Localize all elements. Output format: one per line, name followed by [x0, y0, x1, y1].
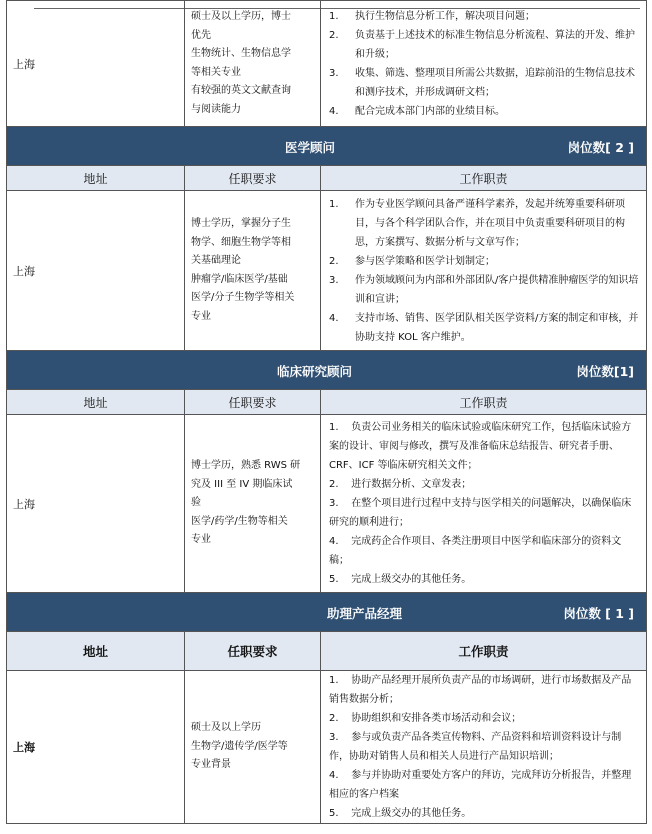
duty-item — [329, 494, 640, 532]
requirement-line: 物学、细胞生物学等相 — [191, 236, 291, 248]
requirement-line: 等相关专业 — [191, 66, 241, 78]
section-header-inner — [7, 127, 646, 165]
duties-cell — [321, 671, 647, 824]
duty-text: 作为领域顾问为内部和外部团队/客户提供精准肿瘤医学的知识培训和宣讲； — [355, 274, 639, 305]
job-table — [6, 0, 647, 824]
duty-number: 1. — [329, 10, 339, 22]
duty-text: 收集、筛选、整理项目所需公共数据，追踪前沿的生物信息技术和测序技术，并形成调研文档； — [355, 67, 635, 98]
column-header-requirements: 任职要求 — [185, 632, 321, 671]
column-header-duties: 工作职责 — [321, 632, 647, 671]
duty-text: 负责公司业务相关的临床试验或临床研究工作，包括临床试验方案的设计、审阅与修改，撰写及准备临床总结报告、研究者手册、CRF、ICF 等临床研究相关文件； — [329, 422, 632, 471]
duty-item — [329, 418, 640, 475]
duty-text: 参与医学策略和医学计划制定； — [355, 255, 495, 267]
duty-item — [329, 252, 640, 271]
duty-text: 配合完成本部门内部的业绩目标。 — [355, 105, 505, 117]
requirement-line: 专业 — [191, 310, 211, 322]
duty-text: 负责基于上述技术的标准生物信息分析流程、算法的开发、维护和升级； — [355, 29, 635, 60]
duty-item — [329, 709, 640, 728]
requirement-line: 专业 — [191, 534, 211, 546]
duty-number: 1. — [329, 675, 352, 686]
duty-number: 2. — [329, 713, 352, 724]
requirement-line: 关基础理论 — [191, 255, 241, 266]
requirements-cell — [185, 415, 321, 593]
duty-text: 在整个项目进行过程中支持与医学相关的问题解决，以确保临床研究的顺利进行； — [329, 498, 632, 528]
section-header-cell — [7, 593, 647, 632]
duty-item — [329, 7, 640, 26]
column-header-duties: 工作职责 — [321, 166, 647, 191]
section-header-inner — [7, 351, 646, 389]
requirement-line: 生物学/遗传学/医学等 — [191, 740, 288, 752]
duty-item — [329, 271, 640, 309]
requirements-cell — [185, 191, 321, 351]
duties-cell — [321, 415, 647, 593]
section-header-cell — [7, 351, 647, 390]
column-header-row — [7, 390, 647, 415]
section-header — [7, 351, 647, 390]
section-title: 助理产品经理 — [327, 606, 403, 621]
duty-number: 3. — [329, 732, 352, 743]
duty-text: 执行生物信息分析工作，解决项目问题； — [355, 10, 535, 22]
duty-item — [329, 64, 640, 102]
duty-item — [329, 671, 640, 709]
duty-text: 作为专业医学顾问具备严谨科学素养，发起并统筹重要科研项目，与各个科学团队合作，并在项目中负责重要科研项目的构思，方案撰写、数据分析与文章写作； — [355, 198, 625, 248]
duty-item — [329, 532, 640, 570]
duty-number: 1. — [329, 198, 339, 210]
duty-item — [329, 475, 640, 494]
column-header-row — [7, 632, 647, 671]
requirement-line: 有较强的英文文献查询 — [191, 85, 291, 96]
duty-item — [329, 804, 640, 823]
duty-text: 协助产品经理开展所负责产品的市场调研，进行市场数据及产品销售数据分析； — [329, 675, 632, 705]
column-header-row — [7, 166, 647, 191]
requirement-line: 博士学历，熟悉 RWS 研 — [191, 460, 301, 472]
duty-text: 进行数据分析、文章发表； — [351, 479, 472, 490]
duty-item — [329, 728, 640, 766]
location-cell: 上海 — [7, 671, 185, 824]
requirements-cell — [185, 1, 321, 127]
duty-text: 参与或负责产品各类宣传物料、产品资料和培训资料设计与制作，协助对销售人员和相关人员进行产品知识培训； — [329, 732, 622, 762]
duty-number: 2. — [329, 29, 339, 41]
requirement-line: 生物统计、生物信息学 — [191, 48, 291, 59]
column-header-duties: 工作职责 — [321, 390, 647, 415]
duty-number: 1. — [329, 422, 352, 433]
duty-number: 4. — [329, 105, 339, 117]
position-count: 岗位数[1] — [576, 364, 634, 379]
duties-cell — [321, 191, 647, 351]
duty-item — [329, 102, 640, 121]
column-header-location: 地址 — [7, 166, 185, 191]
job-row — [7, 191, 647, 351]
location-cell: 上海 — [7, 415, 185, 593]
duty-item — [329, 26, 640, 64]
duty-number: 4. — [329, 312, 339, 324]
duty-text: 协助组织和安排各类市场活动和会议； — [351, 713, 522, 724]
requirement-line: 验 — [191, 497, 201, 509]
duty-number: 3. — [329, 67, 339, 79]
requirement-line: 博士学历，掌握分子生 — [191, 218, 291, 229]
duty-item — [329, 195, 640, 252]
duty-number: 4. — [329, 770, 352, 781]
section-header — [7, 127, 647, 166]
job-row — [7, 415, 647, 593]
duty-text: 完成药企合作项目、各类注册项目中医学和临床部分的资料文稿； — [329, 536, 622, 566]
duty-number: 3. — [329, 498, 352, 509]
duty-number: 2. — [329, 255, 339, 267]
position-count: 岗位数 [ 1 ] — [563, 606, 634, 621]
duty-number: 5. — [329, 808, 352, 819]
column-header-requirements: 任职要求 — [185, 166, 321, 191]
duty-number: 3. — [329, 274, 339, 286]
requirement-line: 硕士及以上学历，博士 — [191, 11, 291, 22]
requirement-line: 优先 — [191, 29, 211, 41]
duty-number: 2. — [329, 479, 352, 490]
position-count: 岗位数[ 2 ] — [567, 140, 634, 155]
job-row — [7, 1, 647, 127]
requirement-line: 硕士及以上学历 — [191, 722, 261, 734]
section-header-inner — [7, 593, 646, 631]
location-cell: 上海 — [7, 191, 185, 351]
requirement-line: 与阅读能力 — [191, 103, 241, 115]
duty-text: 完成上级交办的其他任务。 — [351, 808, 472, 819]
job-row — [7, 671, 647, 824]
requirement-line: 肿瘤学/临床医学/基础 — [191, 273, 288, 285]
section-header-cell — [7, 127, 647, 166]
duty-item — [329, 766, 640, 804]
requirement-line: 究及 III 至 IV 期临床试 — [191, 478, 293, 490]
section-title: 临床研究顾问 — [277, 364, 353, 379]
section-title: 医学顾问 — [285, 140, 336, 155]
requirement-line: 专业背景 — [191, 759, 231, 771]
duty-text: 完成上级交办的其他任务。 — [351, 574, 472, 585]
section-header — [7, 593, 647, 632]
duty-text: 支持市场、销售、医学团队相关医学资料/方案的制定和审核，并协助支持 KOL 客户维护。 — [355, 312, 639, 343]
duty-item — [329, 309, 640, 347]
duties-cell — [321, 1, 647, 127]
duty-number: 4. — [329, 536, 352, 547]
requirement-line: 医学/分子生物学等相关 — [191, 292, 295, 303]
duty-number: 5. — [329, 574, 352, 585]
column-header-requirements: 任职要求 — [185, 390, 321, 415]
duty-text: 参与并协助对重要处方客户的拜访，完成拜访分析报告，并整理相应的客户档案 — [329, 770, 632, 800]
column-header-location: 地址 — [7, 390, 185, 415]
requirement-line: 医学/药学/生物等相关 — [191, 515, 288, 527]
requirements-cell — [185, 671, 321, 824]
duty-item — [329, 570, 640, 589]
column-header-location: 地址 — [7, 632, 185, 671]
location-cell: 上海 — [7, 1, 185, 127]
